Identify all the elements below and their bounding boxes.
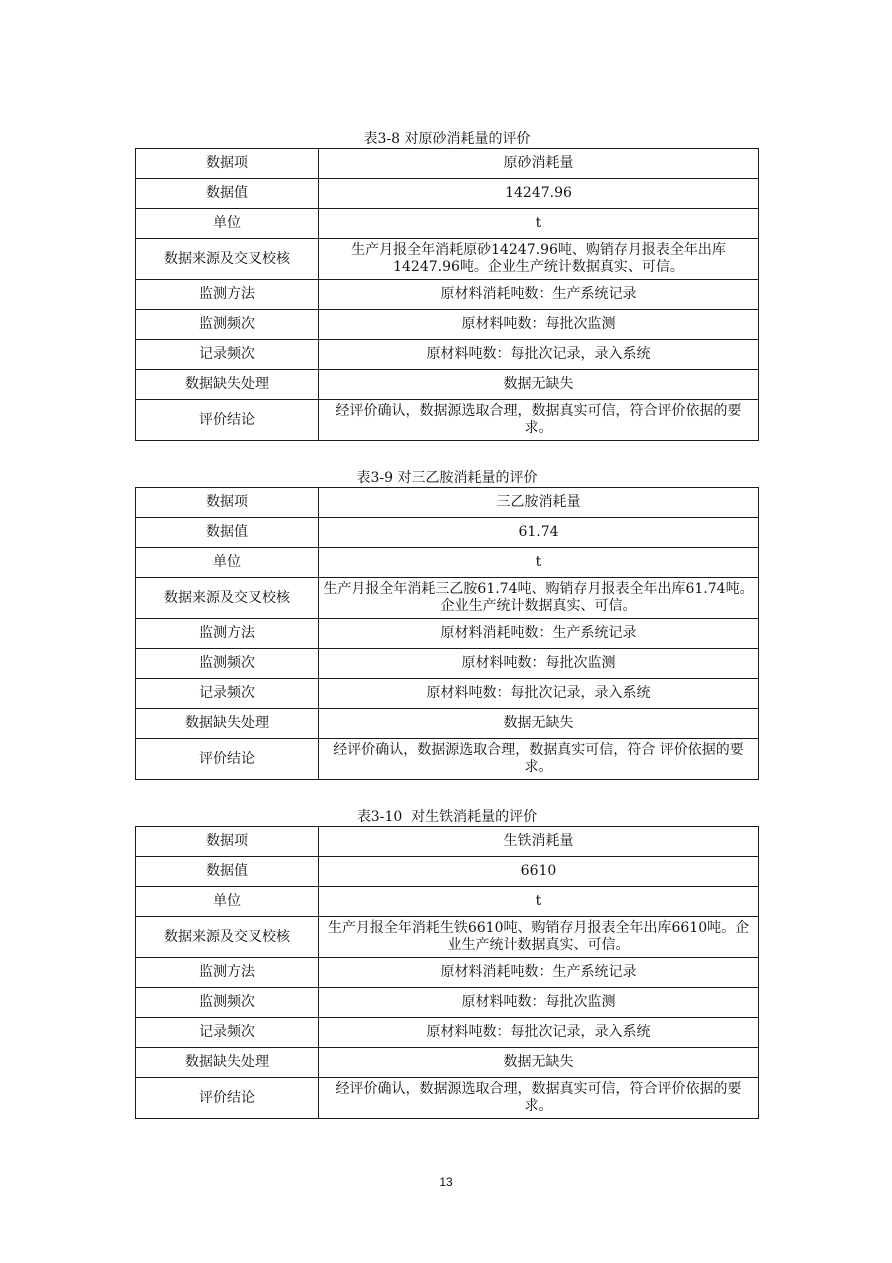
row-label: 数据来源及交叉校核	[136, 239, 319, 280]
row-value: 原材料吨数：每批次监测	[319, 649, 759, 679]
table-row	[136, 917, 759, 958]
row-value: 三乙胺消耗量	[319, 488, 759, 518]
table-row	[136, 827, 759, 857]
table-row	[136, 887, 759, 917]
table-row	[136, 340, 759, 370]
row-value: 原材料吨数：每批次记录，录入系统	[319, 340, 759, 370]
evaluation-table	[135, 148, 759, 441]
row-label: 数据项	[136, 827, 319, 857]
evaluation-table	[135, 487, 759, 780]
row-label: 数据项	[136, 488, 319, 518]
table-row	[136, 739, 759, 780]
row-label: 监测频次	[136, 649, 319, 679]
table-row	[136, 958, 759, 988]
row-label: 单位	[136, 887, 319, 917]
table-row	[136, 1048, 759, 1078]
table-row	[136, 857, 759, 887]
table-3-9-block	[135, 469, 759, 780]
row-value: 原材料消耗吨数：生产系统记录	[319, 619, 759, 649]
table-row	[136, 310, 759, 340]
row-label: 单位	[136, 209, 319, 239]
page-number: 13	[439, 1175, 453, 1189]
row-value: 经评价确认，数据源选取合理，数据真实可信，符合评价依据的要求。	[319, 1078, 759, 1119]
row-label: 数据缺失处理	[136, 370, 319, 400]
table-3-10-block	[135, 808, 759, 1119]
row-label: 评价结论	[136, 739, 319, 780]
row-label: 数据缺失处理	[136, 709, 319, 739]
row-value: 14247.96	[319, 179, 759, 209]
row-value: 原材料吨数：每批次监测	[319, 988, 759, 1018]
table-caption: 表3-10 对生铁消耗量的评价	[356, 809, 538, 825]
row-value: 生产月报全年消耗原砂14247.96吨、购销存月报表全年出库14247.96吨。企业生产统计数据真实、可信。	[319, 239, 759, 280]
row-label: 单位	[136, 548, 319, 578]
table-row	[136, 280, 759, 310]
row-label: 数据来源及交叉校核	[136, 917, 319, 958]
table-row	[136, 649, 759, 679]
row-label: 监测方法	[136, 280, 319, 310]
row-value: 数据无缺失	[319, 370, 759, 400]
row-label: 数据值	[136, 857, 319, 887]
row-value: 原砂消耗量	[319, 149, 759, 179]
row-label: 数据来源及交叉校核	[136, 578, 319, 619]
row-value: 原材料消耗吨数：生产系统记录	[319, 958, 759, 988]
table-row	[136, 209, 759, 239]
evaluation-table	[135, 826, 759, 1119]
table-caption: 表3-8 对原砂消耗量的评价	[363, 131, 531, 147]
row-label: 数据值	[136, 518, 319, 548]
row-label: 记录频次	[136, 1018, 319, 1048]
table-row	[136, 709, 759, 739]
table-row	[136, 578, 759, 619]
row-value: 原材料消耗吨数：生产系统记录	[319, 280, 759, 310]
row-label: 数据缺失处理	[136, 1048, 319, 1078]
row-label: 监测频次	[136, 988, 319, 1018]
row-label: 评价结论	[136, 1078, 319, 1119]
row-label: 数据项	[136, 149, 319, 179]
row-value: 经评价确认，数据源选取合理，数据真实可信，符合 评价依据的要求。	[319, 739, 759, 780]
row-value: t	[319, 209, 759, 239]
table-row	[136, 239, 759, 280]
table-row	[136, 619, 759, 649]
row-value: 生铁消耗量	[319, 827, 759, 857]
row-label: 监测方法	[136, 619, 319, 649]
row-value: 数据无缺失	[319, 1048, 759, 1078]
table-row	[136, 988, 759, 1018]
row-label: 数据值	[136, 179, 319, 209]
row-value: 原材料吨数：每批次记录，录入系统	[319, 1018, 759, 1048]
table-row	[136, 149, 759, 179]
row-label: 监测频次	[136, 310, 319, 340]
table-row	[136, 400, 759, 441]
row-value: 经评价确认，数据源选取合理，数据真实可信，符合评价依据的要求。	[319, 400, 759, 441]
row-label: 记录频次	[136, 679, 319, 709]
row-value: 生产月报全年消耗三乙胺61.74吨、购销存月报表全年出库61.74吨。企业生产统计数据真实、可信。	[319, 578, 759, 619]
table-row	[136, 1078, 759, 1119]
table-row	[136, 370, 759, 400]
row-value: 生产月报全年消耗生铁6610吨、购销存月报表全年出库6610吨。企业生产统计数据真实、可信。	[319, 917, 759, 958]
table-row	[136, 488, 759, 518]
row-label: 监测方法	[136, 958, 319, 988]
table-row	[136, 179, 759, 209]
table-caption: 表3-9 对三乙胺消耗量的评价	[356, 470, 538, 486]
table-3-8-block	[135, 130, 759, 441]
row-label: 评价结论	[136, 400, 319, 441]
table-row	[136, 679, 759, 709]
table-row	[136, 1018, 759, 1048]
table-row	[136, 518, 759, 548]
row-label: 记录频次	[136, 340, 319, 370]
row-value: 6610	[319, 857, 759, 887]
row-value: 原材料吨数：每批次记录，录入系统	[319, 679, 759, 709]
row-value: 61.74	[319, 518, 759, 548]
row-value: t	[319, 548, 759, 578]
row-value: 原材料吨数：每批次监测	[319, 310, 759, 340]
row-value: 数据无缺失	[319, 709, 759, 739]
row-value: t	[319, 887, 759, 917]
table-row	[136, 548, 759, 578]
